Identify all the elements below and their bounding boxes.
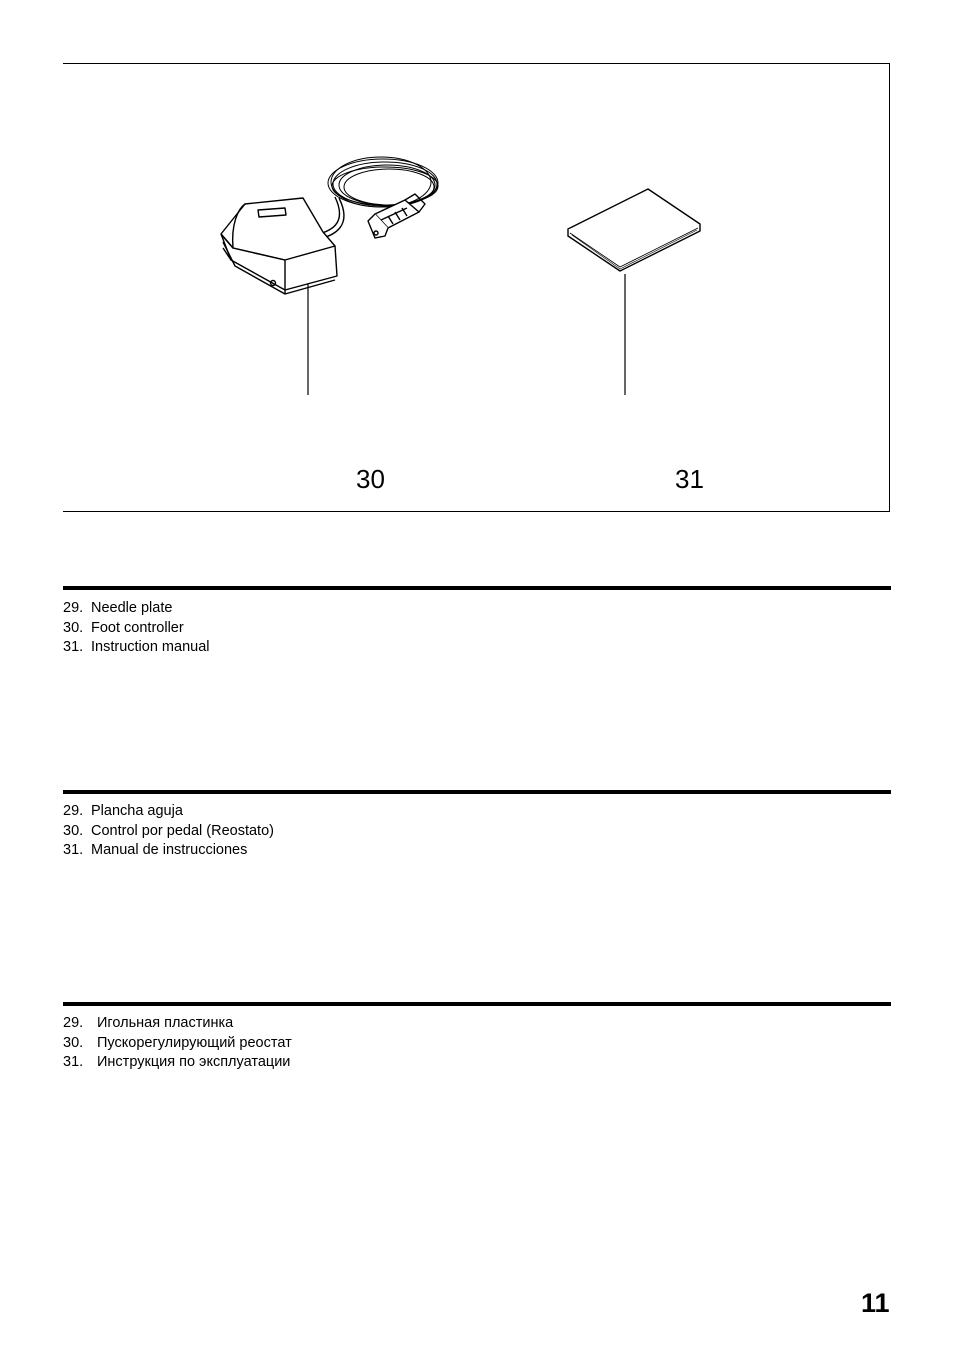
item-number: 31. (63, 639, 84, 655)
callout-30: 30 (356, 464, 385, 494)
item-number: 29. (63, 1015, 84, 1031)
item-number: 31. (63, 842, 84, 858)
accessories-figure (63, 63, 890, 512)
list-item (63, 1053, 292, 1073)
section-divider-spanish (63, 790, 891, 794)
section-divider-russian (63, 1002, 891, 1006)
item-label: Игольная пластинка (97, 1015, 234, 1031)
item-number: 30. (63, 822, 84, 839)
item-label: Control por pedal (Reostato) (91, 822, 274, 839)
instruction-manual-icon (568, 189, 700, 271)
item-label: Needle plate (91, 600, 173, 616)
list-item (63, 1034, 292, 1054)
parts-list-spanish (63, 802, 274, 861)
section-divider-english (63, 586, 891, 590)
list-item (63, 822, 274, 842)
list-item (63, 1014, 292, 1034)
list-item (63, 599, 209, 619)
list-item (63, 619, 209, 639)
item-number: 29. (63, 600, 84, 616)
parts-list-english (63, 599, 209, 658)
parts-list-russian (63, 1014, 292, 1073)
accessories-illustration (63, 64, 890, 513)
item-label: Инструкция по эксплуатации (97, 1054, 291, 1070)
item-number: 29. (63, 803, 84, 819)
list-item (63, 841, 274, 861)
list-item (63, 802, 274, 822)
item-label: Instruction manual (91, 639, 210, 655)
list-item (63, 638, 209, 658)
page-number: 11 (861, 1288, 890, 1318)
foot-controller-icon (221, 157, 438, 294)
item-label: Пускорегулирующий реостат (97, 1034, 292, 1051)
item-label: Foot controller (91, 619, 184, 636)
item-label: Manual de instrucciones (91, 842, 248, 858)
item-number: 30. (63, 1034, 84, 1051)
callout-31: 31 (675, 464, 704, 494)
item-number: 31. (63, 1054, 84, 1070)
item-label: Plancha aguja (91, 803, 183, 819)
item-number: 30. (63, 619, 84, 636)
